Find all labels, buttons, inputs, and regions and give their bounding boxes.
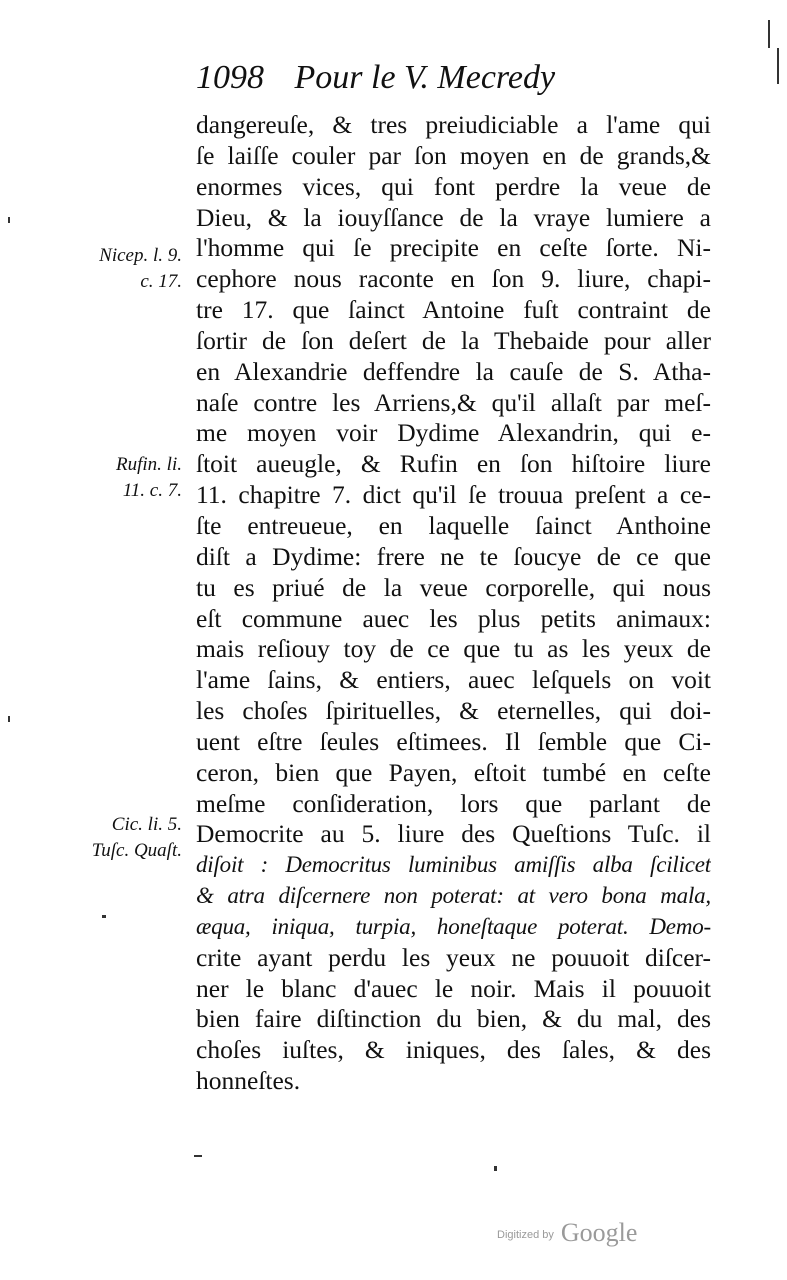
ink-speck [8,716,10,722]
text-line: l'ame ſains, & entiers, auec leſquels on voit [196,665,711,695]
text-line: ner le blanc d'auec le noir. Mais il pouuoit [196,973,711,1003]
text-line: diſt a Dydime: frere ne te ſoucye de ce que [196,541,711,571]
digitized-watermark [497,1218,637,1248]
text-line: les choſes ſpirituelles, & eternelles, qui doi- [196,696,711,726]
text-line: me moyen voir Dydime Alexandrin, qui e- [196,418,711,448]
text-line: dangereuſe, & tres preiudiciable a l'ame qui [196,110,711,139]
ink-speck [8,217,10,223]
google-logo: Google [560,1218,638,1247]
latin-quote-line: æqua, iniqua, turpia, honeſtaque poterat. Demo- [196,913,711,939]
watermark-prefix: Digitized by [497,1229,554,1241]
text-line: mais reſiouy toy de ce que tu as les yeux de [196,634,711,664]
text-line: enormes vices, qui font perdre la veue de [196,171,711,201]
text-line: cephore nous raconte en ſon 9. liure, chapi- [196,264,711,294]
margin-note-line: Cic. li. 5. [111,814,182,835]
text-line: tre 17. que ſainct Antoine fuſt contraint de [196,295,711,325]
margin-note-rufin [72,452,182,504]
margin-note-line: 11. c. 7. [122,480,182,501]
text-line: ceron, bien que Payen, eſtoit tumbé en ceſte [196,757,711,787]
margin-note-cicero [72,812,182,864]
margin-note-nicephore [72,243,182,295]
margin-note-line: Nicep. l. 9. [99,245,182,266]
text-line: ſtoit aueugle, & Rufin en ſon hiſtoire liure [196,449,711,479]
text-line: tu es priué de la veue corporelle, qui nous [196,572,711,602]
ink-speck [194,1155,202,1157]
text-line: naſe contre les Arriens,& qu'il allaſt par meſ- [196,387,711,417]
text-line: ſe laiſſe couler par ſon moyen en de grands,& [196,140,711,170]
text-line: uent eſtre ſeules eſtimees. Il ſemble que Ci- [196,726,711,756]
text-line: eſt commune auec les plus petits animaux: [196,603,711,633]
margin-note-line: Rufin. li. [116,454,182,475]
page-edge-mark [777,48,779,84]
margin-note-line: c. 17. [140,271,182,292]
text-line: choſes iuſtes, & iniques, des ſales, & des [196,1035,711,1065]
header-title: Pour le V. Mecredy [294,59,556,96]
ink-speck [494,1166,497,1171]
text-line: l'homme qui ſe precipite en ceſte ſorte. Ni- [196,233,711,263]
text-line: ſortir de ſon deſert de la Thebaide pour aller [196,325,711,355]
text-line: Democrite au 5. liure des Queſtions Tuſc. il [196,819,711,849]
text-line: bien faire diſtinction du bien, & du mal, des [196,1004,711,1034]
running-head [196,58,555,98]
body-text [196,110,711,1097]
latin-quote-line: & atra diſcernere non poterat: at vero bona mala, [196,883,711,909]
ink-speck [102,915,106,918]
text-line: 11. chapitre 7. dict qu'il ſe trouua preſent a ce- [196,480,711,510]
margin-note-line: Tuſc. Quaſt. [91,840,182,861]
page-number: 1098 [196,59,264,96]
text-line: crite ayant perdu les yeux ne pouuoit diſcer- [196,942,711,972]
page-edge-mark [768,20,770,48]
text-line: meſme conſideration, lors que parlant de [196,788,711,818]
latin-quote-line: diſoit : Democritus luminibus amiſſis alba ſcilicet [196,852,711,878]
text-line: honneſtes. [196,1066,301,1096]
text-line: en Alexandrie deffendre la cauſe de S. Atha- [196,356,711,386]
text-line: ſte entreueue, en laquelle ſainct Anthoine [196,510,711,540]
text-line: Dieu, & la iouyſſance de la vraye lumiere a [196,202,711,232]
